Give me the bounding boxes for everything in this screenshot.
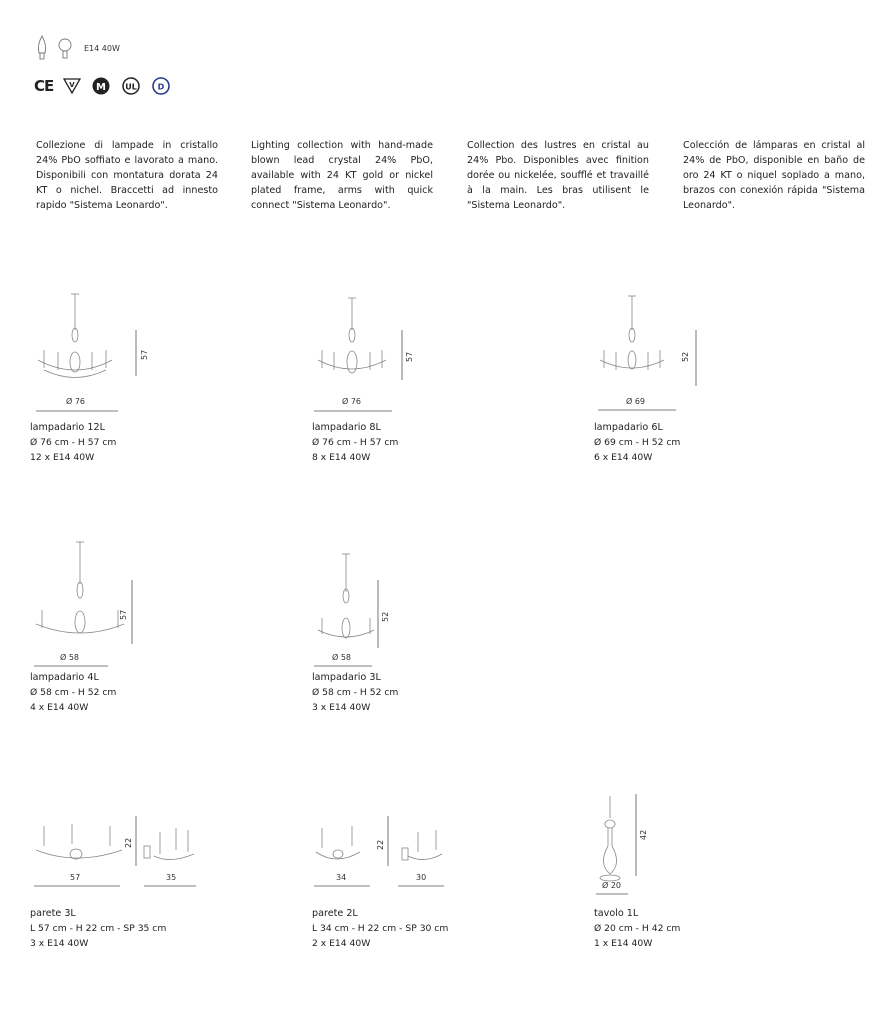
product-lamps: 4 x E14 40W <box>30 702 89 713</box>
product-lampadario-3l <box>312 540 552 715</box>
svg-text:Ø 20: Ø 20 <box>602 881 622 890</box>
product-lamps: 1 x E14 40W <box>594 938 653 949</box>
chandelier-12l-drawing <box>30 290 160 420</box>
svg-text:Ø 69: Ø 69 <box>626 397 646 406</box>
product-dimensions: Ø 76 cm - H 57 cm <box>30 437 117 448</box>
product-lampadario-12l <box>30 290 270 465</box>
svg-text:35: 35 <box>166 873 177 882</box>
wall-lamp-2l-drawing <box>312 810 472 906</box>
svg-text:57: 57 <box>119 609 128 620</box>
product-lamps: 12 x E14 40W <box>30 452 95 463</box>
bulb-label: E14 40W <box>84 43 120 53</box>
svg-text:42: 42 <box>639 829 648 840</box>
product-dimensions: L 34 cm - H 22 cm - SP 30 cm <box>312 923 449 934</box>
product-name: lampadario 8L <box>312 422 381 433</box>
product-name: parete 3L <box>30 908 76 919</box>
v-triangle-mark-icon <box>63 78 81 94</box>
product-parete-2l <box>312 810 552 951</box>
product-lampadario-8l <box>312 290 552 465</box>
svg-text:D: D <box>157 82 165 92</box>
svg-text:30: 30 <box>416 873 427 882</box>
svg-text:V: V <box>69 81 75 89</box>
product-name: lampadario 6L <box>594 422 663 433</box>
product-dimensions: L 57 cm - H 22 cm - SP 35 cm <box>30 923 167 934</box>
svg-text:22: 22 <box>376 839 385 850</box>
product-name: lampadario 4L <box>30 672 99 683</box>
intro-italian: Collezione di lampade in cristallo 24% PbO soffiato e lavorato a mano. Disponibili con montatura dorata 24 KT o nichel. Braccetti ad innesto rapido "Sistema Leonardo". <box>36 140 218 211</box>
chandelier-3l-drawing <box>312 540 442 670</box>
product-lampadario-4l <box>30 540 270 715</box>
product-parete-3l <box>30 810 270 951</box>
svg-text:52: 52 <box>681 351 690 362</box>
svg-text:52: 52 <box>381 611 390 622</box>
chandelier-8l-drawing <box>312 290 442 420</box>
product-name: lampadario 12L <box>30 422 105 433</box>
m-circle-mark-icon <box>91 76 111 96</box>
svg-text:57: 57 <box>140 349 149 360</box>
candle-bulb-icon <box>36 35 48 61</box>
product-dimensions: Ø 58 cm - H 52 cm <box>30 687 117 698</box>
product-lamps: 2 x E14 40W <box>312 938 371 949</box>
d-circle-mark-icon <box>151 76 171 96</box>
svg-text:M: M <box>96 82 107 93</box>
product-name: tavolo 1L <box>594 908 639 919</box>
svg-text:Ø 58: Ø 58 <box>332 653 352 662</box>
round-bulb-icon <box>58 35 72 61</box>
product-lamps: 3 x E14 40W <box>312 702 371 713</box>
svg-text:34: 34 <box>336 873 347 882</box>
chandelier-6l-drawing <box>594 290 724 420</box>
svg-text:Ø 76: Ø 76 <box>342 397 362 406</box>
intro-english: Lighting collection with hand-made blown lead crystal 24% PbO, available with 24 KT gold or nickel plated frame, arms with quick connect "Sistema Leonardo". <box>251 140 433 211</box>
intro-spanish: Colección de lámparas en cristal al 24% de PbO, disponible en baño de oro 24 KT o niquel soplado a mano, brazos con conexión rápida "Sistema Leonardo". <box>683 140 865 211</box>
product-name: lampadario 3L <box>312 672 381 683</box>
svg-text:57: 57 <box>70 873 81 882</box>
ce-mark-icon: CE <box>34 77 54 95</box>
svg-text:22: 22 <box>124 837 133 848</box>
svg-text:UL: UL <box>125 82 138 92</box>
ul-mark-icon <box>121 76 141 96</box>
svg-text:57: 57 <box>405 351 414 362</box>
product-name: parete 2L <box>312 908 358 919</box>
product-dimensions: Ø 69 cm - H 52 cm <box>594 437 681 448</box>
chandelier-4l-drawing <box>30 540 160 670</box>
product-lamps: 6 x E14 40W <box>594 452 653 463</box>
svg-text:Ø 58: Ø 58 <box>60 653 80 662</box>
product-lampadario-6l <box>594 290 834 465</box>
product-tavolo-1l <box>594 790 834 951</box>
product-lamps: 8 x E14 40W <box>312 452 371 463</box>
product-dimensions: Ø 20 cm - H 42 cm <box>594 923 681 934</box>
certification-marks <box>34 76 171 96</box>
product-lamps: 3 x E14 40W <box>30 938 89 949</box>
svg-text:Ø 76: Ø 76 <box>66 397 86 406</box>
wall-lamp-3l-drawing <box>30 810 210 906</box>
product-dimensions: Ø 58 cm - H 52 cm <box>312 687 399 698</box>
intro-french: Collection des lustres en cristal au 24% Pbo. Disponibles avec finition dorée ou nickelée, soufflé et travaillé à la main. Les bras utilisent le "Sistema Leonardo". <box>467 140 649 211</box>
table-lamp-drawing <box>594 790 694 906</box>
bulb-spec <box>36 34 120 62</box>
product-dimensions: Ø 76 cm - H 57 cm <box>312 437 399 448</box>
